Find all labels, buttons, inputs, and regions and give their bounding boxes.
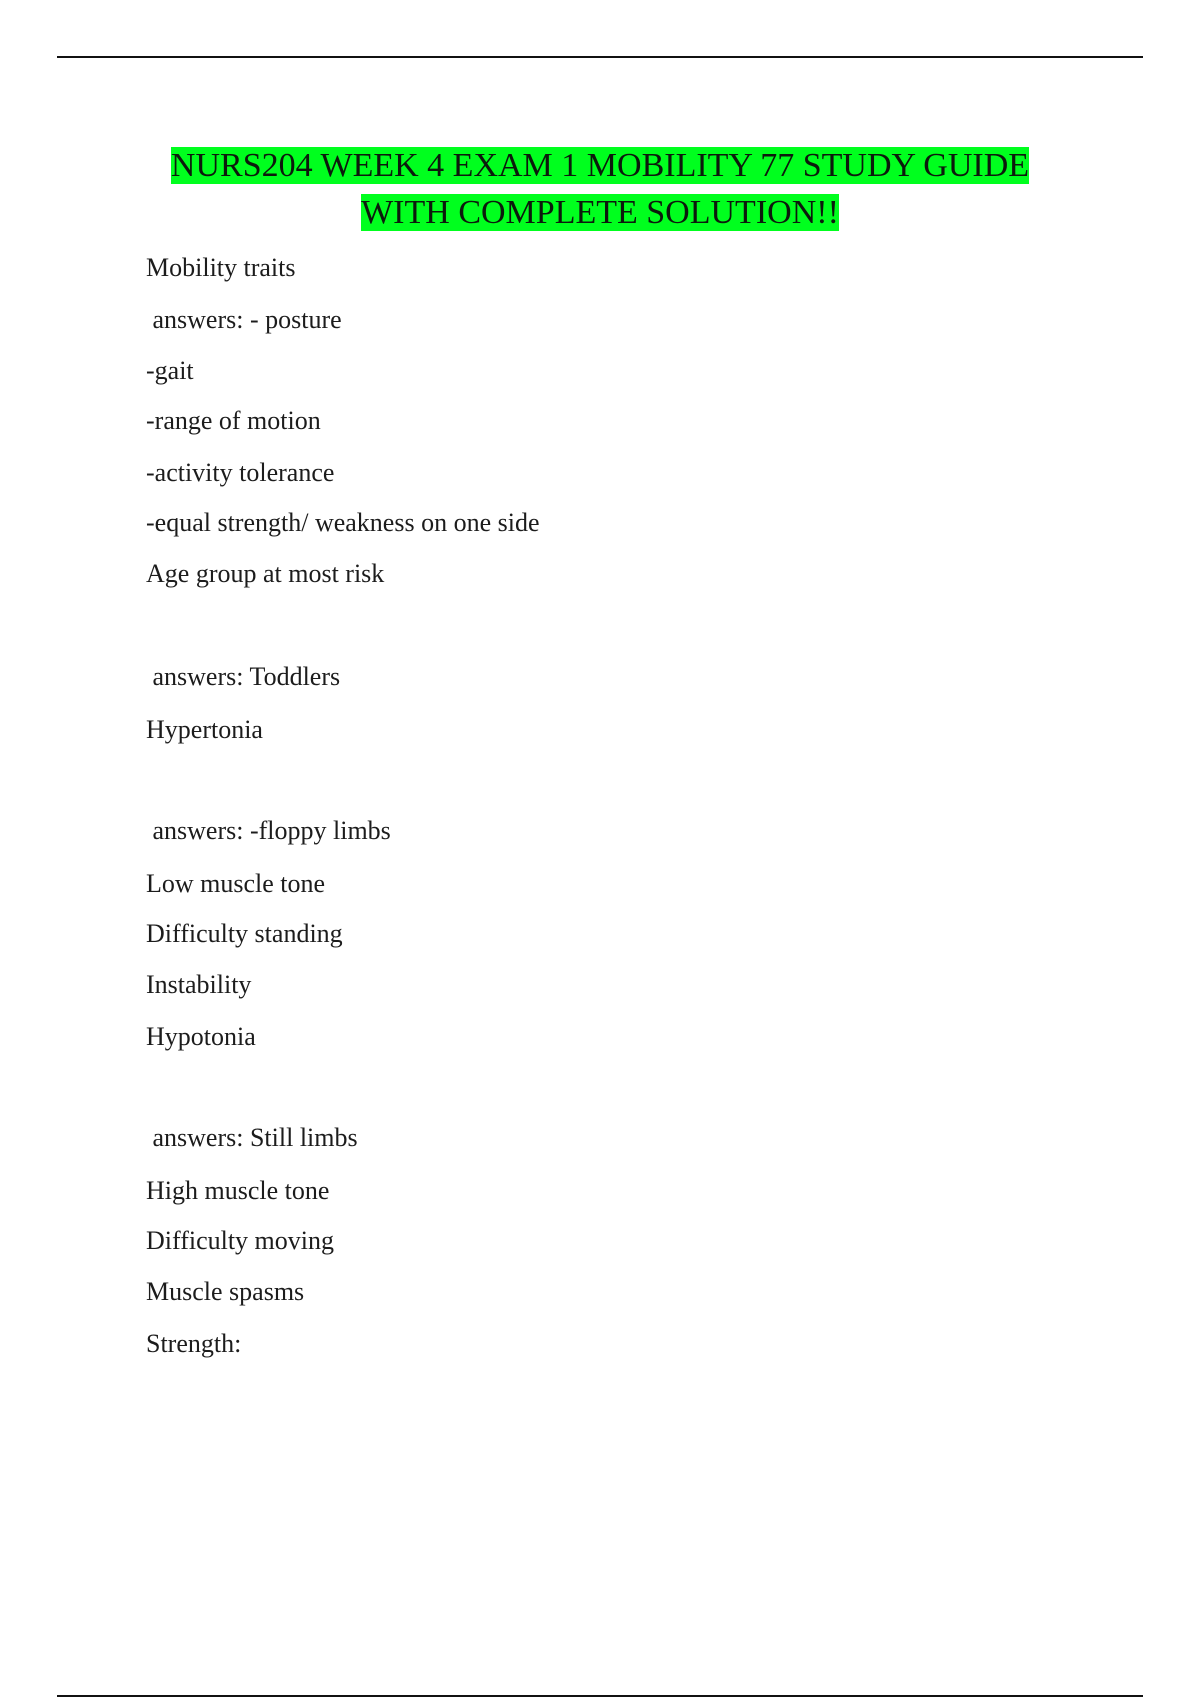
question-line: Mobility traits [146,253,296,282]
question-line: Age group at most risk [146,559,385,588]
question-line: Hypertonia [146,715,263,744]
answer-line: -range of motion [146,406,321,435]
answer-line: -equal strength/ weakness on one side [146,508,540,537]
title-line-1: NURS204 WEEK 4 EXAM 1 MOBILITY 77 STUDY GUIDE [170,147,1030,184]
question-line: Hypotonia [146,1022,256,1051]
title-line-2: WITH COMPLETE SOLUTION!! [361,194,839,231]
header-rule [57,56,1143,58]
answer-line: answers: Toddlers [146,662,341,691]
answer-line: Muscle spasms [146,1277,305,1306]
document-title [0,142,1200,236]
answer-line: Difficulty standing [146,919,343,948]
answer-line: -activity tolerance [146,458,335,487]
answer-line: Difficulty moving [146,1226,335,1255]
answer-line: High muscle tone [146,1176,330,1205]
answer-line: -gait [146,356,194,385]
answer-line: answers: - posture [146,305,342,334]
answer-line: Instability [146,970,252,999]
question-line: Strength: [146,1329,242,1358]
answer-line: Low muscle tone [146,869,326,898]
answer-line: answers: Still limbs [146,1123,358,1152]
answer-line: answers: -floppy limbs [146,816,391,845]
footer-rule [57,1695,1143,1697]
